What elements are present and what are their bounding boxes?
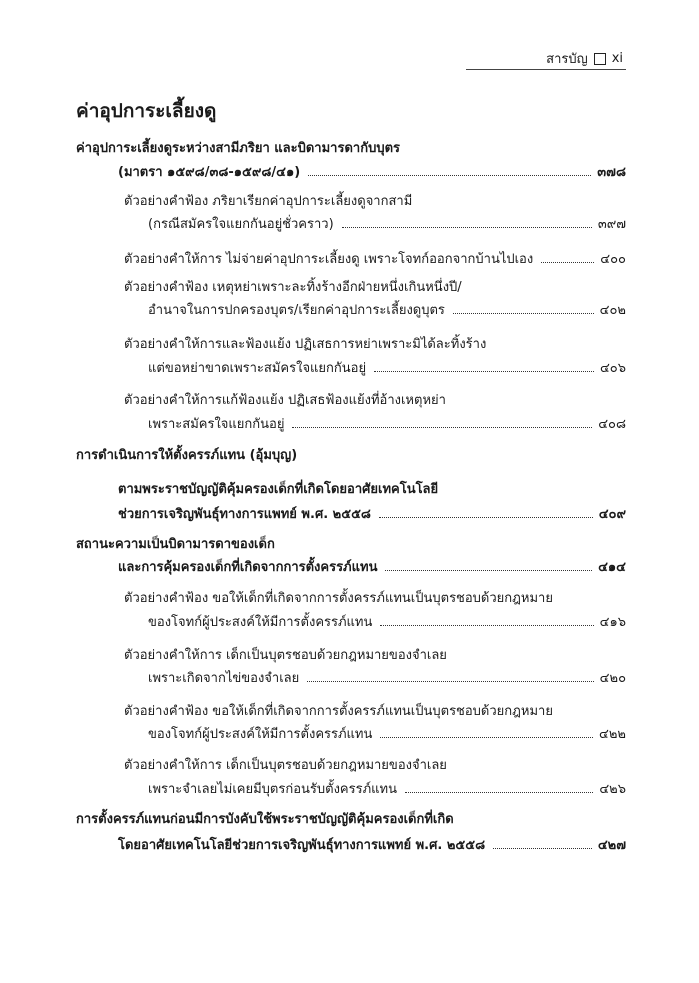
toc-page-number: ๓๗๘ (597, 165, 626, 180)
toc-entry-text: ตัวอย่างคำให้การ เด็กเป็นบุตรชอบด้วยกฎหมายของจำเลย (124, 648, 447, 663)
toc-page-number: ๔๑๔ (598, 560, 626, 575)
toc-page-number: ๔๐๐ (600, 252, 626, 267)
toc-entry-text: เพราะสมัครใจแยกกันอยู่ (148, 417, 285, 432)
toc-page-number: ๔๐๒ (599, 303, 626, 318)
toc-heading: การดำเนินการให้ตั้งครรภ์แทน (อุ้มบุญ) (76, 448, 298, 463)
leader-dots (292, 427, 592, 428)
header-section: สารบัญ (546, 52, 588, 67)
toc-entry-text: เพราะเกิดจากไข่ของจำเลย (148, 671, 300, 686)
toc-page-number: ๔๒๗ (597, 838, 626, 853)
leader-dots (307, 681, 593, 682)
toc-entry-text: ช่วยการเจริญพันธุ์ทางการแพทย์ พ.ศ. ๒๕๕๘ (118, 507, 371, 522)
chapter-title: ค่าอุปการะเลี้ยงดู (76, 100, 217, 122)
leader-dots (342, 227, 592, 228)
header-page-number: xi (611, 51, 623, 66)
toc-entry-text: ตัวอย่างคำให้การ ไม่จ่ายค่าอุปการะเลี้ยงดู เพราะโจทก์ออกจากบ้านไปเอง (124, 252, 534, 267)
toc-entry[interactable] (148, 611, 626, 632)
toc-entry-text: และการคุ้มครองเด็กที่เกิดจากการตั้งครรภ์แทน (118, 560, 378, 575)
leader-dots (493, 848, 592, 849)
toc-entry[interactable] (124, 248, 626, 269)
toc-heading: ค่าอุปการะเลี้ยงดูระหว่างสามีภริยา และบิดามารดากับบุตร (76, 141, 401, 156)
leader-dots (380, 737, 593, 738)
toc-page-number: ๔๒๒ (599, 727, 626, 742)
toc-entry-text: (มาตรา ๑๕๙๘/๓๘-๑๕๙๘/๔๑) (118, 165, 301, 180)
toc-entry[interactable] (148, 778, 626, 799)
leader-dots (453, 313, 594, 314)
toc-page-number: ๔๒๐ (599, 671, 626, 686)
toc-entry-text: แต่ขอหย่าขาดเพราะสมัครใจแยกกันอยู่ (148, 361, 367, 376)
toc-page-number: ๔๐๘ (598, 417, 626, 432)
toc-entry[interactable] (118, 161, 626, 182)
toc-entry[interactable] (148, 357, 626, 378)
toc-heading: การตั้งครรภ์แทนก่อนมีการบังคับใช้พระราชบัญญัติคุ้มครองเด็กที่เกิด (76, 812, 454, 827)
running-header (546, 48, 623, 69)
toc-entry-text: ตัวอย่างคำฟ้อง ภริยาเรียกค่าอุปการะเลี้ยงดูจากสามี (124, 194, 413, 209)
toc-page-number: ๔๒๖ (599, 782, 626, 797)
leader-dots (405, 792, 593, 793)
toc-entry[interactable] (148, 413, 626, 434)
toc-entry[interactable] (148, 213, 626, 234)
toc-heading: สถานะความเป็นบิดามารดาของเด็ก (76, 537, 275, 552)
toc-page-number: ๓๙๗ (597, 217, 626, 232)
toc-entry-text: ตัวอย่างคำให้การ เด็กเป็นบุตรชอบด้วยกฎหมายของจำเลย (124, 758, 447, 773)
toc-entry[interactable] (118, 556, 626, 577)
leader-dots (541, 262, 594, 263)
toc-entry-text: ของโจทก์ผู้ประสงค์ให้มีการตั้งครรภ์แทน (148, 727, 373, 742)
toc-entry-text: ตัวอย่างคำให้การและฟ้องแย้ง ปฏิเสธการหย่าเพราะมิได้ละทิ้งร้าง (124, 337, 487, 352)
leader-dots (380, 625, 593, 626)
toc-entry-text: เพราะจำเลยไม่เคยมีบุตรก่อนรับตั้งครรภ์แทน (148, 782, 397, 797)
toc-entry[interactable] (148, 667, 626, 688)
toc-entry-text: โดยอาศัยเทคโนโลยีช่วยการเจริญพันธุ์ทางการแพทย์ พ.ศ. ๒๕๕๘ (118, 838, 486, 853)
toc-entry-text: (กรณีสมัครใจแยกกันอยู่ชั่วคราว) (148, 217, 334, 232)
toc-entry-text: ตัวอย่างคำฟ้อง เหตุหย่าเพราะละทิ้งร้างอีกฝ่ายหนึ่งเกินหนึ่งปี/ (124, 280, 462, 295)
leader-dots (385, 570, 592, 571)
toc-page-number: ๔๐๙ (598, 507, 626, 522)
leader-dots (308, 175, 591, 176)
toc-entry-text: อำนาจในการปกครองบุตร/เรียกค่าอุปการะเลี้ยงดูบุตร (148, 303, 445, 318)
toc-page-number: ๔๑๖ (599, 615, 626, 630)
toc-entry-text: ตัวอย่างคำฟ้อง ขอให้เด็กที่เกิดจากการตั้งครรภ์แทนเป็นบุตรชอบด้วยกฎหมาย (124, 591, 553, 606)
toc-entry-text: ตามพระราชบัญญัติคุ้มครองเด็กที่เกิดโดยอาศัยเทคโนโลยี (118, 482, 439, 497)
leader-dots (379, 517, 593, 518)
toc-entry-text: ของโจทก์ผู้ประสงค์ให้มีการตั้งครรภ์แทน (148, 615, 373, 630)
header-rule (466, 69, 626, 70)
toc-entry[interactable] (118, 503, 626, 524)
checkbox-square-icon (594, 53, 606, 65)
toc-entry[interactable] (118, 834, 626, 855)
toc-entry-text: ตัวอย่างคำให้การแก้ฟ้องแย้ง ปฏิเสธฟ้องแย้งที่อ้างเหตุหย่า (124, 393, 446, 408)
leader-dots (374, 371, 594, 372)
toc-entry[interactable] (148, 299, 626, 320)
toc-entry-text: ตัวอย่างคำฟ้อง ขอให้เด็กที่เกิดจากการตั้งครรภ์แทนเป็นบุตรชอบด้วยกฎหมาย (124, 704, 553, 719)
toc-page-number: ๔๐๖ (599, 361, 626, 376)
toc-entry[interactable] (148, 723, 626, 744)
